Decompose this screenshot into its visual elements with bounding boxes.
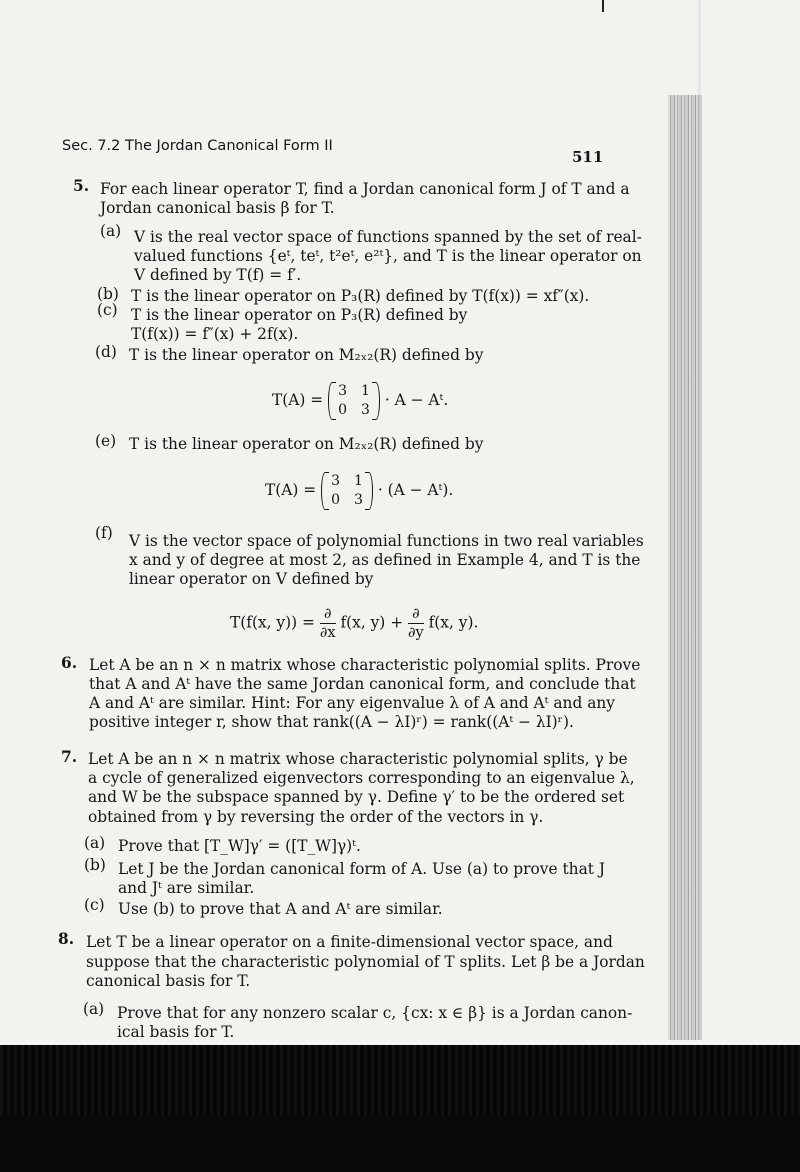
exercise-text-line: suppose that the characteristic polynomial of T splits. Let β be a Jordan — [86, 953, 645, 971]
fraction-numerator: ∂ — [320, 605, 336, 624]
part-text-line: T is the linear operator on M₂ₓ₂(R) defined by — [129, 435, 484, 453]
part-text-line: V is the vector space of polynomial functions in two real variables — [129, 532, 644, 550]
part-label: (f) — [95, 524, 113, 542]
part-text-line: T(f(x)) = f″(x) + 2f(x). — [131, 325, 299, 343]
operator-equation-d — [272, 382, 448, 420]
part-text-line: Prove that [T_W]γ′ = ([T_W]γ)ᵗ. — [118, 837, 361, 855]
part-text-line: V is the real vector space of functions spanned by the set of real- — [134, 228, 642, 246]
scan-edge-light — [698, 0, 701, 95]
operator-equation-f — [230, 605, 478, 642]
exercise-text-line: obtained from γ by reversing the order of the vectors in γ. — [88, 808, 544, 826]
part-text-line: T is the linear operator on M₂ₓ₂(R) defined by — [129, 346, 484, 364]
scan-tick-mark — [602, 0, 604, 12]
fraction-denominator: ∂y — [408, 625, 424, 641]
fraction-numerator: ∂ — [408, 605, 424, 624]
exercise-text-line: positive integer r, show that rank((A − λI)ʳ) = rank((Aᵗ − λI)ʳ). — [89, 713, 574, 731]
part-text-line: linear operator on V defined by — [129, 570, 374, 588]
part-text-line: and Jᵗ are similar. — [118, 879, 255, 897]
part-label: (a) — [83, 1000, 105, 1018]
fraction-denominator: ∂x — [319, 625, 336, 641]
part-text-line: Let J be the Jordan canonical form of A. Use (a) to prove that J — [118, 860, 605, 878]
part-text-line: Use (b) to prove that A and Aᵗ are similar. — [118, 900, 443, 918]
part-label: (c) — [97, 301, 118, 319]
matrix-entry: 3 — [354, 492, 363, 508]
partial-derivative-x — [320, 605, 336, 642]
exercise-number: 6. — [61, 654, 78, 672]
part-text-line: V defined by T(f) = f′. — [134, 266, 302, 284]
matrix-entry: 0 — [338, 402, 348, 418]
matrix-entry: 3 — [331, 473, 341, 489]
matrix-entry: 0 — [331, 492, 341, 508]
matrix-entry: 3 — [361, 402, 370, 418]
equation-term: f(x, y). — [428, 613, 479, 632]
exercise-text-line: and W be the subspace spanned by γ. Define γ′ to be the ordered set — [88, 788, 625, 806]
equation-lhs: T(f(x, y)) = — [230, 613, 315, 632]
exercise-number: 8. — [58, 930, 75, 948]
exercise-text-line: For each linear operator T, find a Jordan canonical form J of T and a — [100, 180, 630, 198]
matrix-entry: 3 — [338, 383, 348, 399]
equation-lhs: T(A) = — [265, 481, 317, 499]
part-text-line: x and y of degree at most 2, as defined in Example 4, and T is the — [129, 551, 641, 569]
running-head: Sec. 7.2 The Jordan Canonical Form II — [62, 138, 333, 154]
operator-equation-e — [265, 472, 453, 510]
equation-term: f(x, y) + — [340, 613, 404, 632]
part-label: (e) — [95, 432, 117, 450]
partial-derivative-y — [408, 605, 424, 642]
part-text-line: T is the linear operator on P₃(R) defined by T(f(x)) = xf″(x). — [131, 287, 590, 305]
part-label: (c) — [84, 896, 105, 914]
matrix-entry: 1 — [361, 383, 370, 399]
part-label: (d) — [95, 343, 117, 361]
exercise-text-line: a cycle of generalized eigenvectors corresponding to an eigenvalue λ, — [88, 769, 635, 787]
page-number: 511 — [572, 148, 604, 166]
part-label: (b) — [97, 285, 119, 303]
equation-lhs: T(A) = — [272, 391, 324, 409]
exercise-text-line: Let A be an n × n matrix whose characteristic polynomial splits. Prove — [89, 656, 641, 674]
matrix — [321, 472, 373, 510]
matrix-entry: 1 — [354, 473, 363, 489]
exercise-text-line: A and Aᵗ are similar. Hint: For any eigenvalue λ of A and Aᵗ and any — [89, 694, 615, 712]
matrix — [328, 382, 380, 420]
exercise-text-line: canonical basis for T. — [86, 972, 251, 990]
part-label: (a) — [84, 834, 106, 852]
exercise-text-line: Let T be a linear operator on a finite-dimensional vector space, and — [86, 933, 613, 951]
scanner-bed-border — [0, 1045, 800, 1172]
exercise-number: 7. — [61, 748, 78, 766]
part-text-line: valued functions {eᵗ, teᵗ, t²eᵗ, e²ᵗ}, and T is the linear operator on — [134, 247, 642, 265]
exercise-number: 5. — [73, 177, 90, 195]
part-text-line: ical basis for T. — [117, 1023, 235, 1041]
part-text-line: Prove that for any nonzero scalar c, {cx: x ∈ β} is a Jordan canon- — [117, 1004, 633, 1022]
part-label: (b) — [84, 856, 106, 874]
book-page-edges — [668, 95, 702, 1040]
exercise-text-line: that A and Aᵗ have the same Jordan canonical form, and conclude that — [89, 675, 636, 693]
exercise-text-line: Let A be an n × n matrix whose characteristic polynomial splits, γ be — [88, 750, 628, 768]
equation-rhs: · (A − Aᵗ). — [377, 481, 454, 499]
exercise-text-line: Jordan canonical basis β for T. — [100, 199, 335, 217]
equation-rhs: · A − Aᵗ. — [384, 391, 449, 409]
part-label: (a) — [100, 222, 122, 240]
part-text-line: T is the linear operator on P₃(R) defined by — [131, 306, 468, 324]
